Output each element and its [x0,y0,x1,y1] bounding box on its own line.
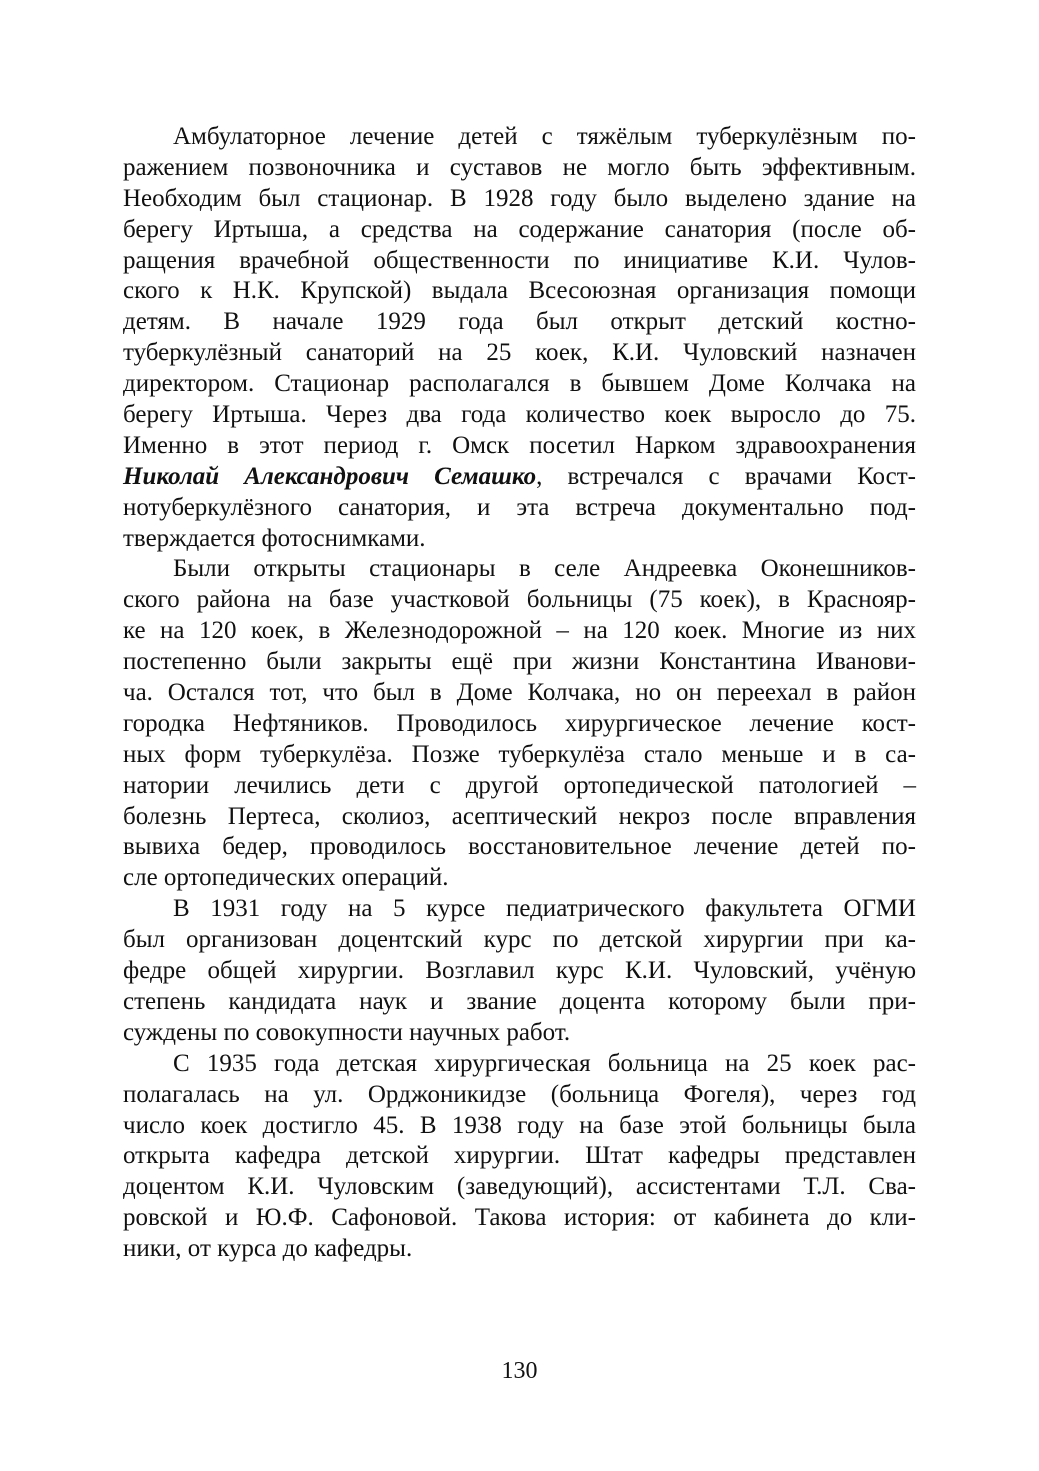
text-line [123,462,916,493]
text-line: ского к Н.К. Крупской) выдала Всесоюзная организация помощи [123,277,916,305]
text-line: ных форм туберкулёза. Позже туберкулёза стало меньше и в са- [123,740,916,768]
text-line: берегу Иртыша. Через два года количество коек выросло до 75. [123,401,916,429]
text-line: открыта кафедра детской хирургии. Штат кафедры представлен [123,1142,916,1170]
text-line: ского района на базе участковой больницы (75 коек), в Краснояр- [123,586,916,614]
text-line: нотуберкулёзного санатория, и эта встреча документально под- [123,493,916,521]
text-line: постепенно были закрыты ещё при жизни Константина Иванови- [123,648,916,676]
text-line: суждены по совокупности научных работ. [123,1018,571,1046]
page-number: 130 [501,1358,538,1384]
text-line: доцентом К.И. Чуловским (заведующий), ассистентами Т.Л. Сва- [123,1173,916,1201]
text-line: натории лечились дети с другой ортопедической патологией – [123,771,916,799]
text-line: городка Нефтяников. Проводилось хирургическое лечение кост- [123,709,916,737]
text-line: Были открыты стационары в селе Андреевка Оконешников- [173,555,916,583]
text-line: детям. В начале 1929 года был открыт детский костно- [123,308,916,336]
text-line: берегу Иртыша, а средства на содержание санатория (после об- [123,215,916,243]
text-line: тверждается фотоснимками. [123,524,426,552]
text-line: болезнь Пертеса, сколиоз, асептический некроз после вправления [123,802,916,830]
body-text [123,122,916,1265]
text-fragment: , встречался с врачами Кост- [536,462,916,490]
text-line: был организован доцентский курс по детской хирургии при ка- [123,926,916,954]
text-line: ращения врачебной общественности по инициативе К.И. Чулов- [123,246,916,274]
text-line: ке на 120 коек, в Железнодорожной – на 120 коек. Многие из них [123,617,916,645]
text-line: степень кандидата наук и звание доцента которому были при- [123,987,916,1015]
text-line: ровской и Ю.Ф. Сафоновой. Такова история: от кабинета до кли- [123,1204,916,1232]
text-line: федре общей хирургии. Возглавил курс К.И. Чуловский, учёную [123,957,916,985]
text-line: число коек достигло 45. В 1938 году на базе этой больницы была [123,1111,916,1139]
text-line: директором. Стационар располагался в бывшем Доме Колчака на [123,370,916,398]
text-line: Необходим был стационар. В 1928 году было выделено здание на [123,184,916,212]
text-line: С 1935 года детская хирургическая больница на 25 коек рас- [173,1049,916,1077]
text-line: сле ортопедических операций. [123,864,449,892]
text-line: туберкулёзный санаторий на 25 коек, К.И. Чуловский назначен [123,339,916,367]
text-line: полагалась на ул. Орджоникидзе (больница Фогеля), через год [123,1080,916,1108]
text-line: ники, от курса до кафедры. [123,1235,413,1263]
text-line: В 1931 году на 5 курсе педиатрического факультета ОГМИ [173,895,916,923]
text-line: вывиха бедер, проводилось восстановительное лечение детей по- [123,833,916,861]
emphasized-name: Николай Александрович Семашко [123,462,537,490]
text-line: ча. Остался тот, что был в Доме Колчака, но он переехал в район [123,679,916,707]
text-line: Именно в этот период г. Омск посетил Нарком здравоохранения [123,431,916,459]
text-line: Амбулаторное лечение детей с тяжёлым туберкулёзным по- [173,123,916,150]
text-line: ражением позвоночника и суставов не могло быть эффективным. [123,153,916,181]
